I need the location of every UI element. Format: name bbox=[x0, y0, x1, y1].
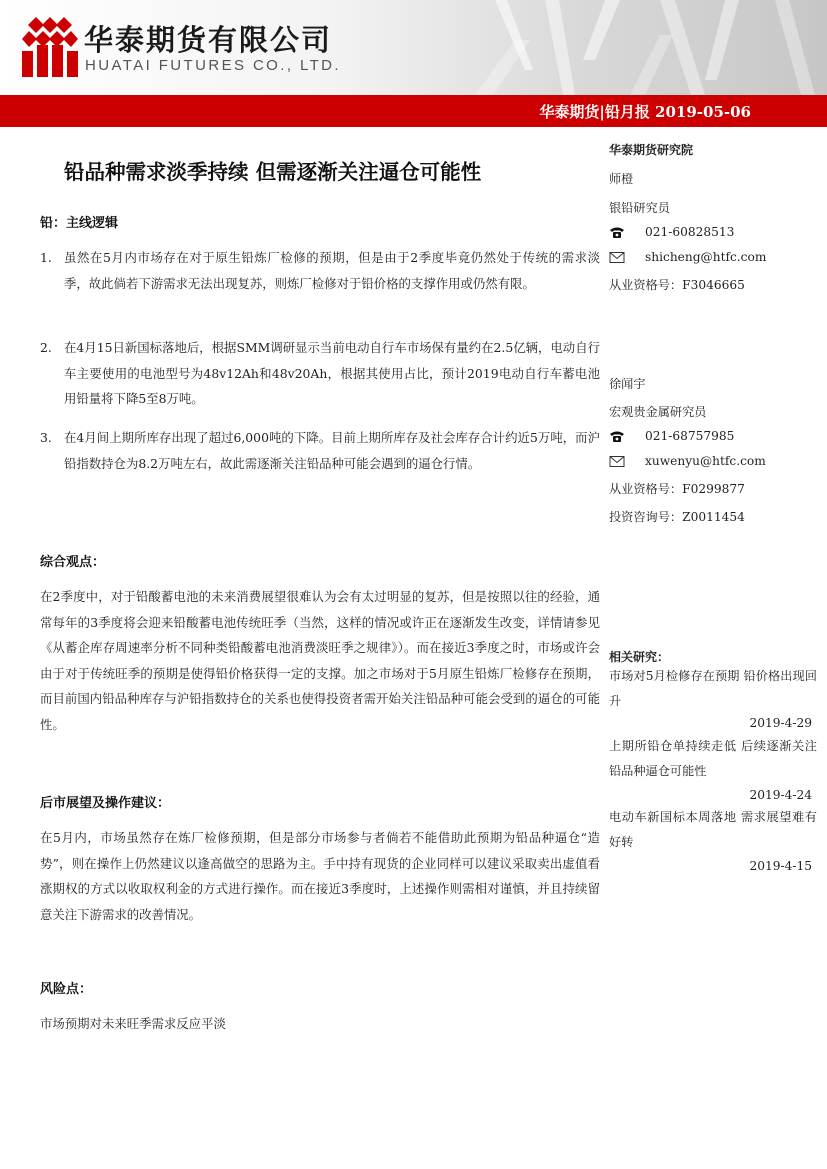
email-link[interactable]: shicheng@htfc.com bbox=[645, 250, 767, 264]
analyst-qualification: 从业资格号：F3046665 bbox=[609, 278, 745, 292]
outlook-paragraph: 在5月内，市场虽然存在炼厂检修预期，但是部分市场参与者倘若不能借助此预期为铅品种逼仓“造势”，则在操作上仍然建议以逢高做空的思路为主。手中持有现货的企业同样可以建议采取卖出虚值看涨期权的方式以收取权利金的方式进行操作。而在接近3季度时，上述操作则需相对谨慎，并且持续留意关注下游需求的改善情况。 bbox=[40, 830, 600, 922]
logic-item-number: 1. bbox=[40, 250, 52, 265]
outlook-heading: 后市展望及操作建议： bbox=[40, 796, 171, 811]
risk-heading: 风险点： bbox=[40, 982, 93, 997]
related-research-link[interactable]: 上期所铅仓单持续走低 后续逐渐关注铅品种逼仓可能性 bbox=[609, 739, 817, 778]
analyst-qualification: 从业资格号：F0299877 bbox=[609, 482, 745, 496]
logic-item-number: 3. bbox=[40, 430, 52, 445]
logic-item-number: 2. bbox=[40, 340, 52, 355]
related-research-link[interactable]: 市场对5月检修存在预期 铅价格出现回升 bbox=[609, 669, 817, 708]
analyst-role: 银铅研究员 bbox=[609, 201, 670, 215]
analyst-name: 徐闻宇 bbox=[609, 377, 646, 391]
phone-icon bbox=[609, 430, 625, 443]
analyst-advisory-number: 投资咨询号：Z0011454 bbox=[609, 510, 745, 524]
institute-name: 华泰期货研究院 bbox=[609, 143, 694, 157]
company-name-en: HUATAI FUTURES CO., LTD. bbox=[85, 57, 341, 74]
phone-number: 021-60828513 bbox=[645, 225, 735, 239]
logic-heading: 铅：主线逻辑 bbox=[40, 216, 119, 231]
report-line: 华泰期货|铅月报 2019-05-06 bbox=[539, 103, 751, 121]
related-research-link[interactable]: 电动车新国标本周落地 需求展望难有好转 bbox=[609, 810, 817, 849]
logic-item bbox=[40, 335, 600, 413]
logic-item-text: 在4月间上期所库存出现了超过6,000吨的下降。目前上期所库存及社会库存合计约近5万吨，而沪铅指数持仓为8.2万吨左右，故此需逐渐关注铅品种可能会遇到的逼仓行情。 bbox=[64, 430, 600, 471]
views-heading: 综合观点： bbox=[40, 555, 106, 570]
logic-item-text: 在4月15日新国标落地后，根据SMM调研显示当前电动自行车市场保有量约在2.5亿辆，电动自行车主要使用的电池型号为48v12Ah和48v20Ah，根据其使用占比，预计2019电动自行车蓄电池用铅量将下降5至8万吨。 bbox=[64, 340, 600, 406]
logic-item bbox=[40, 245, 600, 323]
envelope-icon bbox=[609, 251, 625, 264]
risk-paragraph: 市场预期对未来旺季需求反应平淡 bbox=[40, 1016, 226, 1031]
related-research-date: 2019-4-29 bbox=[749, 716, 812, 730]
page-header bbox=[0, 0, 827, 95]
logic-item bbox=[40, 425, 600, 503]
analyst-name: 师橙 bbox=[609, 172, 634, 186]
phone-number: 021-68757985 bbox=[645, 429, 735, 443]
report-title: 铅品种需求淡季持续 但需逐渐关注逼仓可能性 bbox=[64, 160, 482, 184]
envelope-icon bbox=[609, 455, 625, 468]
analyst-role: 宏观贵金属研究员 bbox=[609, 405, 707, 419]
views-paragraph: 在2季度中，对于铅酸蓄电池的未来消费展望很难认为会有太过明显的复苏，但是按照以往的经验，通常每年的3季度将会迎来铅酸蓄电池传统旺季（当然，这样的情况或许正在逐渐发生改变，详情请参见《从蓄企库存周速率分析不同种类铅酸蓄电池消费淡旺季之规律》）。而在接近3季度之时，市场或许会由于对于传统旺季的预期是使得铅价格获得一定的支撑。加之市场对于5月原生铅炼厂检修存在预期，而目前国内铅品种库存与沪铅指数持仓的关系也使得投资者需开始关注铅品种可能会受到的逼仓的可能性。 bbox=[40, 589, 600, 732]
phone-icon bbox=[609, 226, 625, 239]
email-link[interactable]: xuwenyu@htfc.com bbox=[645, 454, 766, 468]
related-research-heading: 相关研究： bbox=[609, 650, 670, 664]
company-name-cn: 华泰期货有限公司 bbox=[84, 23, 333, 57]
header-decoration bbox=[455, 0, 827, 95]
logic-item-text: 虽然在5月内市场存在对于原生铅炼厂检修的预期，但是由于2季度毕竟仍然处于传统的需求淡季，故此倘若下游需求无法出现复苏，则炼厂检修对于铅价格的支撑作用或仍然有限。 bbox=[64, 250, 600, 291]
related-research-date: 2019-4-15 bbox=[749, 859, 812, 873]
company-logo-icon bbox=[22, 15, 78, 77]
related-research-date: 2019-4-24 bbox=[749, 788, 812, 802]
report-banner bbox=[0, 95, 827, 127]
